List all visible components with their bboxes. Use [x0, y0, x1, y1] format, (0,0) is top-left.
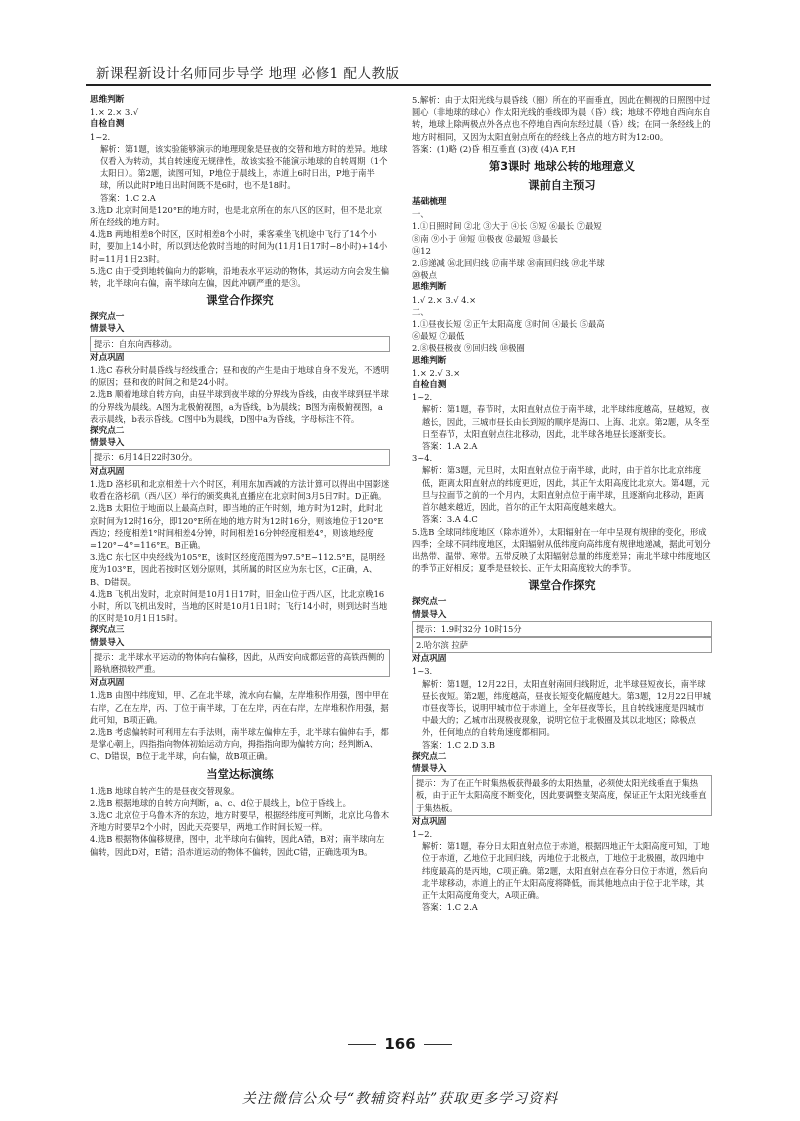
subheading: 探究点一: [90, 312, 125, 323]
hint-box: 提示：1.9时32分 10时15分: [412, 621, 712, 637]
section-title: 当堂达标演练: [206, 767, 274, 781]
text-line: 1.选C 春秋分时晨昏线与经线重合；昼和夜的产生是由于地球自身不发光，不透明的原因；昼和夜的时间之和是24小时。: [90, 365, 389, 388]
subheading: 思维判断: [90, 95, 125, 105]
book-title: 新课程新设计名师同步导学 地理 必修1 配人教版: [96, 66, 400, 82]
text-line: 1.× 2.√ 3.×: [412, 367, 461, 378]
subheading: 情景导入: [90, 637, 125, 648]
answer-text: 答案：1.C 2.A: [422, 902, 478, 913]
text-line: 2.选B 顺着地球自转方向，由昼半球到夜半球的分界线为昏线，由夜半球到昼半球的分界线为晨线。A图为北极俯视图，a为昏线，b为晨线；B图为南极俯视图，a表示晨线，b表示昏线。C图中b为晨线，D图中a为昏线，字母标注不符。: [90, 389, 389, 424]
subheading: 探究点三: [90, 625, 125, 636]
text-line: 1~2.: [412, 828, 433, 839]
text-line: 5.解析：由于太阳光线与晨昏线（圈）所在的平面垂直，因此在侧视的日照图中过圆心（非地球的球心）作太阳光线的垂线即为晨（昏）线；地球不停地自西向东自转，地球上除两极点外各点也不停地自西向东经过晨（昏）线；在同一条经线上的地方时相同，又因为太阳直射点所在的经线上各点的地方时为12:00。: [412, 95, 711, 142]
text-line: 3.选C 东七区中央经线为105°E，该时区经度范围为97.5°E~112.5°E，昆明经度为103°E，因此若按时区划分原则，其所属的时区应为东七区，C正确，A、B、D错误。: [90, 552, 386, 587]
text-line: ⑭12: [412, 245, 431, 256]
page-number-text: 166: [384, 1035, 416, 1053]
subheading: 探究点二: [412, 751, 447, 762]
answer-text: 解析：第1题，春分日太阳直射点位于赤道，根据四地正午太阳高度可知，丁地位于赤道，乙地位于北回归线，丙地位于北极点，丁地位于北极圈，故四地中纬度最高的是丙地，C项正确。第2题，太阳直射点在春分日位于赤道，然后向北半球移动，赤道上的正午太阳高度将降低，而其他地点由于位于北半球，其正午太阳高度角变大，A项正确。: [422, 841, 710, 900]
text-line: 2.选B 考虑偏转时可利用左右手法则，南半球左偏伸左手，北半球右偏伸右手，都是掌心朝上，四指指向物体初始运动方向，拇指指向即为偏转方向；经判断A、C、D错误，B位于北半球，向右偏，故B项正确。: [90, 726, 389, 762]
right-column: [412, 94, 712, 913]
text-line: 1~3.: [412, 666, 433, 677]
text-line: 4.选B 根据物体偏移规律，图中，北半球向右偏转，因此A错，B对；南半球向左偏转，因此D对，E错；沿赤道运动的物体不偏转，因此C错，正确选项为B。: [90, 834, 385, 857]
answer-text: 解析：第1题，该实验能够演示的地理现象是昼夜的交替和地方时的差异。地球仅看入为转动，其自转速度无规律性，故该实验不能演示地球的自转周期（1个太阳日）。第2题，读图可知，P地位于晨线上，赤道上6时日出，P地于南半球，所以此时P地日出时间既不是6时，也不是18时。: [100, 143, 388, 191]
subheading: 情景导入: [90, 438, 125, 449]
answer-text: 解析：第1题，12月22日，太阳直射南回归线附近，北半球昼短夜长，南半球昼长夜短。第2题，纬度越高，昼夜长短变化幅度越大。第3题，12月22日甲城市昼夜等长，说明甲城市位于赤道上，全年昼夜等长，且自转线速度是四城市中最大的；乙城市出现极夜现象，说明它位于北极圈及其以北地区；除极点外，任何地点的自转角速度都相同。: [422, 678, 711, 738]
text-line: 5.选B 全球同纬度地区（除赤道外），太阳辐射在一年中呈现有规律的变化，形成四季；全球不同纬度地区，太阳辐射从低纬度向高纬度有规律地递减，据此可划分出热带、温带、寒带。五带反映了太阳辐射总量的纬度差异；南北半球中纬度地区的季节正好相反；夏季是昼较长、正午太阳高度较大的季节。: [412, 526, 711, 574]
answer-text: 答案：1.C 2.D 3.B: [422, 739, 496, 750]
subheading: 基础梳理: [412, 197, 447, 208]
text-line: 1.√ 2.× 3.√ 4.×: [412, 294, 477, 305]
subheading: 思维判断: [412, 355, 447, 366]
hint-box: 提示：为了在正午时集热板获得最多的太阳热量，必须使太阳光线垂直于集热板，由于正午太阳高度不断变化，因此要调整支架高度，保证正午太阳光线垂直于集热板。: [412, 775, 712, 816]
answer-text: 答案：1.C 2.A: [100, 192, 156, 203]
text-line: ⑳极点: [412, 270, 437, 281]
answer-text: 解析：第1题，春节时，太阳直射点位于南半球，北半球纬度越高，昼越短，夜越长，因此，三城市昼长由长到短的顺序是海口、上海、北京。第2题，从冬至日至春节，太阳直射点往北移动，因此，北半球各地昼长逐渐变长。: [422, 404, 710, 439]
left-column: [90, 94, 390, 858]
subheading: 对点巩固: [412, 654, 447, 665]
hint-box: 提示：6月14日22时30分。: [90, 449, 390, 465]
subheading: 情景导入: [90, 324, 125, 335]
text-line: 1.①日照时间 ②北 ③大于 ④长 ⑤短 ⑥最长 ⑦最短: [412, 221, 602, 232]
subheading: 情景导入: [412, 763, 447, 774]
text-line: 3~4.: [412, 453, 433, 464]
text-line: ⑧南 ⑨小于 ⑩短 ⑪极夜 ⑫最短 ⑬最长: [412, 233, 558, 244]
text-line: 2.选B 根据地球的自转方向判断，a、c、d位于晨线上，b位于昏线上。: [90, 797, 351, 808]
subheading: 情景导入: [412, 609, 447, 620]
answer-text: 答案：3.A 4.C: [422, 514, 478, 525]
section-title: 课堂合作探究: [206, 294, 274, 308]
text-line: 一、: [412, 209, 429, 220]
text-line: 2.⑮递减 ⑯北回归线 ⑰南半球 ⑱南回归线 ⑲北半球: [412, 258, 605, 269]
text-line: 1~2.: [412, 392, 433, 403]
section-title: 课前自主预习: [528, 179, 596, 193]
text-line: 1.选B 地球自转产生的是昼夜交替现象。: [90, 785, 240, 796]
subheading: 自检自测: [90, 119, 125, 130]
hint-box: 提示：北半球水平运动的物体向右偏移，因此，从西安向成都运营的高铁西侧的路轨磨损较严重。: [90, 649, 390, 677]
subheading: 对点巩固: [90, 678, 125, 689]
hint-box: 2.哈尔滨 拉萨: [412, 637, 712, 653]
text-line: 1.× 2.× 3.√: [90, 107, 139, 118]
text-line: 1.选D 洛杉矶和北京相差十六个时区，利用东加西减的方法计算可以得出中国影迷收看在洛杉矶（西八区）举行的颁奖典礼直播应在北京时间3月5日7时。D正确。: [90, 478, 390, 502]
section-title: 第3课时 地球公转的地理意义: [489, 160, 635, 174]
subheading: 思维判断: [412, 282, 447, 293]
subheading: 探究点二: [90, 426, 125, 437]
footer-note: 关注微信公众号“教辅资料站”获取更多学习资料: [241, 1091, 559, 1107]
text-line: 1.①昼夜长短 ②正午太阳高度 ③时间 ④最长 ⑤最高: [412, 319, 605, 330]
page-number: [0, 1035, 800, 1053]
subheading: 对点巩固: [412, 816, 447, 827]
subheading: 对点巩固: [90, 466, 125, 477]
subheading: 对点巩固: [90, 352, 125, 363]
text-line: 2.选B 太阳位于地面以上最高点时，即当地的正午时刻，地方时为12时，此时北京时间为12时16分，即120°E所在地的地方时为12时16分，则该地位于120°E西边；经度相差1°时间相差4分钟，时间相差16分钟经度相差4°，则该地经度=120°−4°=116°E。B正确。: [90, 503, 384, 550]
text-line: ⑥最短 ⑦最低: [412, 331, 465, 342]
answer-text: 答案：1.A 2.A: [422, 441, 478, 452]
text-line: 3.选D 北京时间是120°E的地方时，也是北京所在的东八区的区时，但不是北京所在经线的地方时。: [90, 204, 383, 228]
hint-box: 提示：自东向西移动。: [90, 336, 390, 352]
text-line: 5.选C 由于受到地转偏向力的影响，沿地表水平运动的物体，其运动方向会发生偏转，北半球向右偏，南半球向左偏，因此冲刷严重的是③。: [90, 265, 389, 289]
subheading: 探究点一: [412, 597, 447, 608]
text-line: 1.选B 由图中纬度知，甲、乙在北半球，流水向右偏，左岸堆积作用强，图中甲在右岸，乙在左岸，丙、丁位于南半球，丁在左岸，丙在右岸，左岸堆积作用强，据此可知，B项正确。: [90, 690, 389, 725]
page-header: [86, 60, 711, 86]
subheading: 自检自测: [412, 380, 447, 391]
text-line: 4.选B 两地相差8个时区，区时相差8个小时，乘客乘坐飞机途中飞行了14个小时，要加上14小时，所以到达伦敦时当地的时间为(11月1日17时−8小时)+14小时=11月1日23时。: [90, 229, 388, 264]
text-line: 3.选C 北京位于乌鲁木齐的东边，地方时要早，根据经纬度可判断，北京比乌鲁木齐地方时要早2个小时，因此天亮要早，两地工作时间长短一样。: [90, 809, 389, 833]
text-line: 答案：(1)略 (2)昏 相互垂直 (3)夜 (4)A F,H: [412, 143, 576, 154]
text-line: 二、: [412, 306, 429, 317]
text-line: 1~2.: [90, 131, 111, 142]
section-title: 课堂合作探究: [528, 579, 596, 593]
text-line: 2.⑧极昼极夜 ⑨回归线 ⑩极圈: [412, 343, 525, 354]
text-line: 4.选B 飞机出发时，北京时间是10月1日17时，旧金山位于西八区，比北京晚16小时，所以飞机出发时，当地的区时是10月1日1时；飞行14小时，则到达时当地的区时是10月1日15时。: [90, 588, 388, 624]
answer-text: 解析：第3题，元旦时，太阳直射点位于南半球，此时，由于首尔比北京纬度低，距离太阳直射点的纬度更近，因此，其正午太阳高度比北京大。第4题，元旦与拉面节之前的一个月内，太阳直射点位于南半球，且逐渐向北移动，距离首尔越来越近，因此，首尔的正午太阳高度越来越大。: [422, 465, 710, 513]
